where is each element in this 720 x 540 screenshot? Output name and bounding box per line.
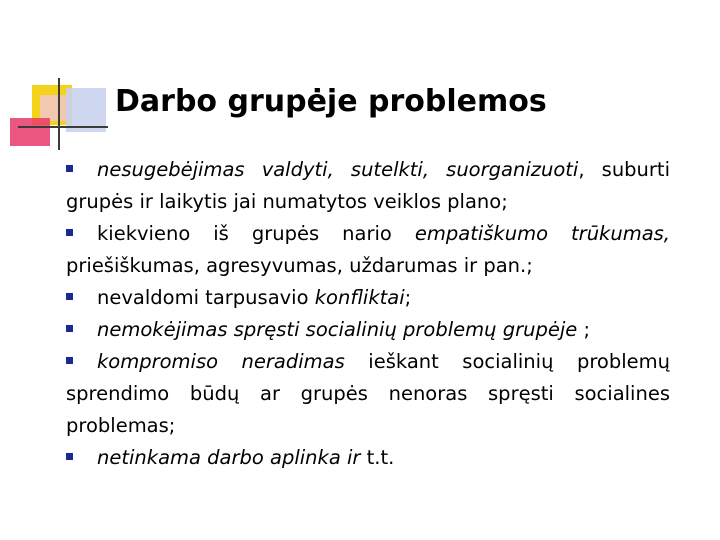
bullet-list xyxy=(66,154,670,474)
square-bullet-icon xyxy=(66,357,73,364)
list-item xyxy=(66,218,670,282)
item-italic-text: konfliktai xyxy=(314,286,405,309)
slide-title: Darbo grupėje problemos xyxy=(115,84,547,119)
list-item xyxy=(66,154,670,218)
list-item xyxy=(66,442,670,474)
item-text: t.t. xyxy=(360,446,395,469)
decorative-logo xyxy=(0,0,120,160)
item-italic-text: kompromiso neradimas xyxy=(97,350,345,373)
list-item xyxy=(66,346,670,442)
item-text: nevaldomi tarpusavio xyxy=(97,286,315,309)
item-text: ieškant socialinių problemų sprendimo būdų ar grupės nenoras spręsti socialines problemas; xyxy=(66,350,670,437)
square-bullet-icon xyxy=(66,165,73,172)
square-bullet-icon xyxy=(66,453,73,460)
item-text: ; xyxy=(577,318,591,341)
item-italic-text: netinkama darbo aplinka ir xyxy=(97,446,361,469)
item-italic-text: empatiškumo trūkumas, xyxy=(414,222,671,245)
item-italic-text: nesugebėjimas valdyti, sutelkti, suorganizuoti xyxy=(97,158,579,181)
list-item xyxy=(66,314,670,346)
item-text: , suburti grupės ir laikytis jai numatytos veiklos plano; xyxy=(66,158,670,213)
item-text: kiekvieno iš grupės nario xyxy=(97,222,415,245)
logo-red-square xyxy=(10,118,50,146)
square-bullet-icon xyxy=(66,325,73,332)
item-text: priešiškumas, agresyvumas, uždarumas ir pan.; xyxy=(66,254,533,277)
list-item xyxy=(66,282,670,314)
logo-horizontal-line xyxy=(18,126,108,128)
square-bullet-icon xyxy=(66,229,73,236)
item-text: ; xyxy=(404,286,412,309)
logo-vertical-line xyxy=(58,78,60,150)
square-bullet-icon xyxy=(66,293,73,300)
item-italic-text: nemokėjimas spręsti socialinių problemų grupėje xyxy=(97,318,578,341)
